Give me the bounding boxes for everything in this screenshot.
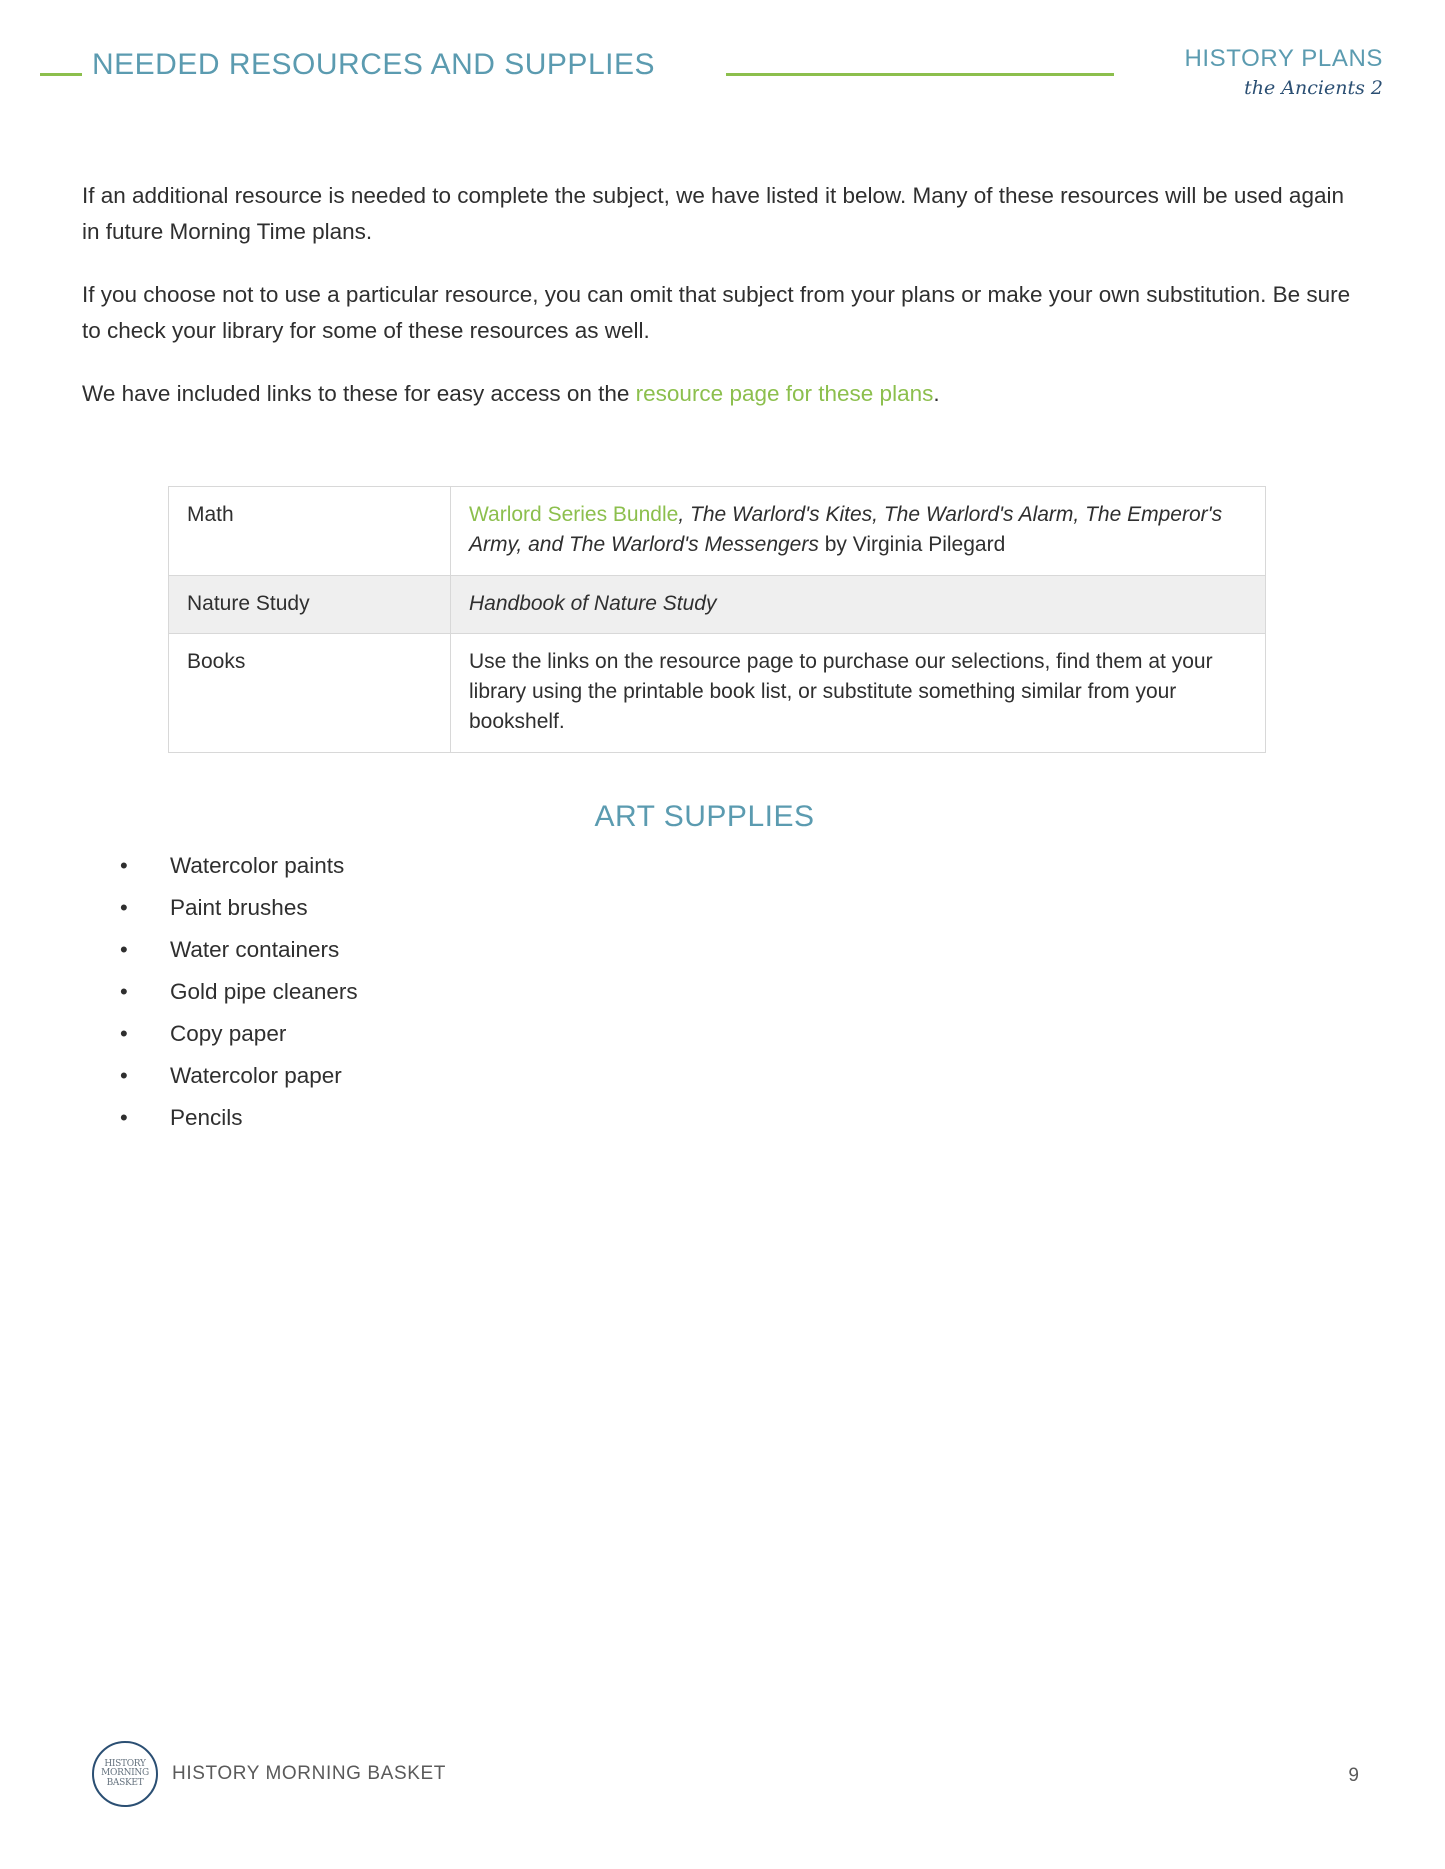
intro-paragraph-3-before: We have included links to these for easy access on the (82, 380, 636, 406)
intro-paragraph-3 (82, 376, 1363, 412)
list-item: • Paint brushes (120, 887, 358, 929)
table-cell-value (451, 575, 1266, 634)
table-row (169, 487, 1266, 576)
table-cell-value (451, 487, 1266, 576)
page-footer (0, 1741, 1445, 1813)
art-supplies-heading-text: ART SUPPLIES (594, 800, 815, 833)
resource-table (168, 486, 1266, 753)
art-supplies-list (120, 845, 358, 1139)
list-item: • Watercolor paints (120, 845, 358, 887)
header-rule-left (40, 73, 82, 76)
table-cell-italic: Handbook of Nature Study (469, 591, 717, 615)
table-cell-label: Math (169, 487, 451, 576)
table-row (169, 575, 1266, 634)
brand-subtitle: the Ancients 2 (1244, 77, 1383, 99)
list-item: • Watercolor paper (120, 1055, 358, 1097)
list-item: • Pencils (120, 1097, 358, 1139)
list-item: • Water containers (120, 929, 358, 971)
resource-page-link[interactable]: resource page for these plans (635, 380, 934, 406)
table-row (169, 634, 1266, 752)
page-header (0, 45, 1445, 118)
list-item: • Gold pipe cleaners (120, 971, 358, 1013)
brand-logo-icon (92, 1741, 158, 1807)
table-cell-italic: , The Warlord's Kites, The Warlord's Alarm, The Emperor's Army, and The Warlord's Messengers (469, 503, 1223, 556)
brand-logo-text: HISTORY MORNING BASKET (101, 1758, 149, 1788)
intro-paragraph-2: If you choose not to use a particular resource, you can omit that subject from your plans or make your own substitution. Be sure to check your library for some of these resources as well. (82, 281, 1351, 344)
brand-block (1184, 45, 1383, 99)
table-cell-plain: by Virginia Pilegard (818, 532, 1006, 556)
page-title: NEEDED RESOURCES AND SUPPLIES (92, 48, 655, 81)
page-number: 9 (1348, 1765, 1359, 1786)
table-cell-label: Nature Study (169, 575, 451, 634)
table-cell-label: Books (169, 634, 451, 752)
intro-paragraph-1: If an additional resource is needed to complete the subject, we have listed it below. Many of these resources will be used again in future Morning Time plans. (82, 183, 1344, 245)
warlord-series-bundle-link[interactable]: Warlord Series Bundle (469, 503, 679, 526)
table-cell-value: Use the links on the resource page to purchase our selections, find them at your library using the printable book list, or substitute something similar from your bookshelf. (451, 634, 1266, 752)
intro-text (82, 178, 1363, 438)
art-supplies-heading (0, 800, 1445, 834)
brand-title: HISTORY PLANS (1184, 45, 1383, 72)
list-item: • Copy paper (120, 1013, 358, 1055)
intro-paragraph-3-after: . (933, 380, 940, 406)
footer-label: HISTORY MORNING BASKET (172, 1763, 446, 1784)
header-rule-right (726, 73, 1114, 76)
